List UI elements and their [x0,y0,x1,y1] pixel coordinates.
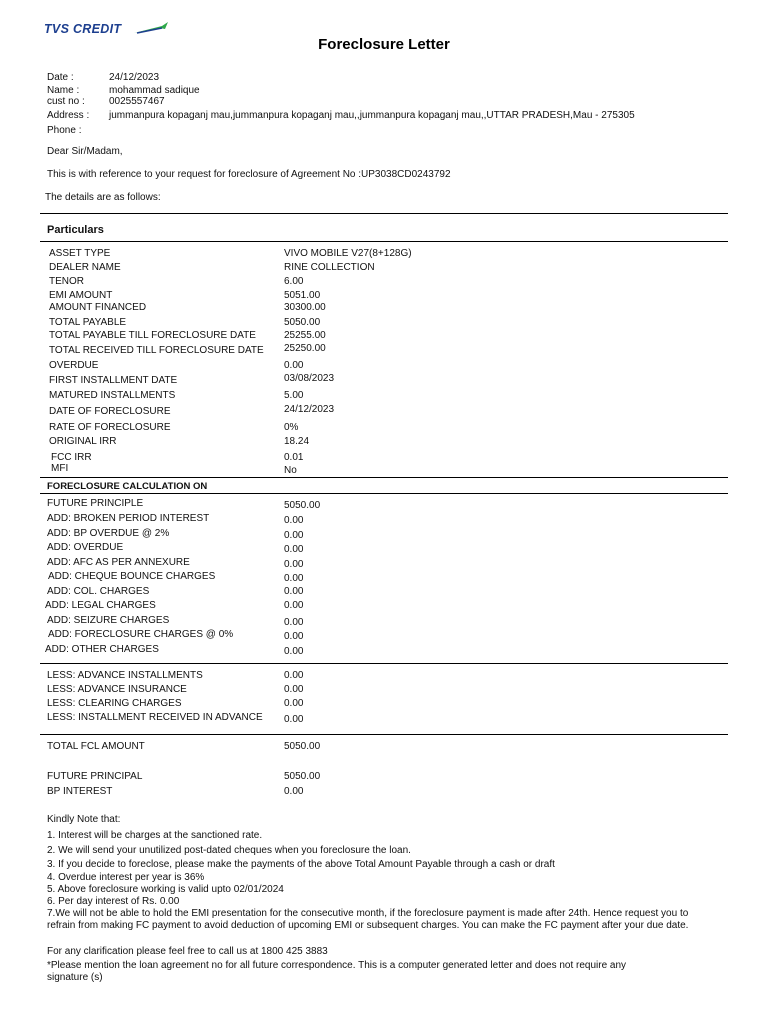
row-value: 0.00 [284,631,304,642]
row-value: 0.00 [284,530,304,541]
note-item: 2. We will send your unutilized post-dated cheques when you foreclosure the loan. [47,845,411,856]
row-label: FUTURE PRINCIPAL [47,771,143,782]
note-item: 1. Interest will be charges at the sanctioned rate. [47,830,263,841]
note-item: 4. Overdue interest per year is 36% [47,872,205,883]
row-value: 0.00 [284,586,304,597]
row-value: 0.00 [284,670,304,681]
name-value: mohammad sadique [109,85,200,96]
divider [40,241,728,242]
row-label: ORIGINAL IRR [49,436,117,447]
row-label: ADD: COL. CHARGES [47,586,150,597]
row-label: ADD: BP OVERDUE @ 2% [47,528,170,539]
row-label: TOTAL PAYABLE [49,317,127,328]
row-value: RINE COLLECTION [284,262,375,273]
row-label: ADD: SEIZURE CHARGES [47,615,170,626]
row-value: 5050.00 [284,500,321,511]
name-label: Name : [47,85,80,96]
reference-text: This is with reference to your request for foreclosure of Agreement No :UP3038CD0243792 [47,169,451,180]
row-value: 0.00 [284,600,304,611]
total-fcl-value: 5050.00 [284,741,321,752]
row-label: FCC IRR [51,452,92,463]
contact-text: For any clarification please feel free to call us at 1800 425 3883 [47,946,328,957]
divider [40,663,728,664]
row-label: TOTAL PAYABLE TILL FORECLOSURE DATE [49,330,256,341]
row-label: FIRST INSTALLMENT DATE [49,375,178,386]
row-value: 5050.00 [284,771,321,782]
row-label: ADD: OTHER CHARGES [45,644,159,655]
divider [40,734,728,735]
row-value: 6.00 [284,276,304,287]
row-label: ADD: CHEQUE BOUNCE CHARGES [48,571,216,582]
row-value: 0.01 [284,452,304,463]
page-title: Foreclosure Letter [318,36,450,53]
details-intro: The details are as follows: [45,192,161,203]
row-label: EMI AMOUNT [49,290,113,301]
row-value: 5051.00 [284,290,321,301]
row-value: 25250.00 [284,343,326,354]
row-label: AMOUNT FINANCED [49,302,147,313]
row-label: DEALER NAME [49,262,121,273]
row-label: FUTURE PRINCIPLE [47,498,144,509]
salutation: Dear Sir/Madam, [47,146,123,157]
footer-text: *Please mention the loan agreement no for all future correspondence. This is a computer generated letter and does not require any signature (s) [47,960,627,983]
row-label: LESS: INSTALLMENT RECEIVED IN ADVANCE [47,712,263,723]
date-value: 24/12/2023 [109,72,160,83]
phone-label: Phone : [47,125,82,136]
row-value: 0.00 [284,544,304,555]
row-value: 0.00 [284,617,304,628]
row-value: 25255.00 [284,330,326,341]
note-item: 6. Per day interest of Rs. 0.00 [47,896,180,907]
address-label: Address : [47,110,90,121]
row-label: ADD: OVERDUE [47,542,124,553]
row-label: ADD: BROKEN PERIOD INTEREST [47,513,210,524]
row-label: RATE OF FORECLOSURE [49,422,171,433]
address-value: jummanpura kopaganj mau,jummanpura kopaganj mau,,jummanpura kopaganj mau,,UTTAR PRADESH,Mau - 275305 [109,110,635,121]
divider [40,213,728,214]
row-label: OVERDUE [49,360,99,371]
row-label: LESS: CLEARING CHARGES [47,698,182,709]
row-value: 0.00 [284,786,304,797]
divider [40,493,728,494]
row-label: ASSET TYPE [49,248,111,259]
calculation-heading: FORECLOSURE CALCULATION ON [47,481,208,492]
row-value: 0% [284,422,299,433]
row-value: 0.00 [284,360,304,371]
note-item: 7.We will not be able to hold the EMI presentation for the consecutive month, if the foreclosure payment is made after 24th. Hence request you to refrain from making FC payment to avoid deduction of upcoming EMI or subsequent charges. You can make the FC payment after your due date. [47,908,689,931]
note-item: 3. If you decide to foreclose, please make the payments of the above Total Amount Payable through a cash or draft [47,859,555,870]
cust-no-value: 0025557467 [109,96,165,107]
row-label: TOTAL RECEIVED TILL FORECLOSURE DATE [49,345,264,356]
note-item: 5. Above foreclosure working is valid upto 02/01/2024 [47,884,284,895]
cust-no-label: cust no : [47,96,85,107]
row-value: 0.00 [284,684,304,695]
total-fcl-label: TOTAL FCL AMOUNT [47,741,145,752]
row-value: 03/08/2023 [284,373,335,384]
row-value: 0.00 [284,559,304,570]
row-label: TENOR [49,276,84,287]
row-value: 0.00 [284,714,304,725]
row-value: VIVO MOBILE V27(8+128G) [284,248,412,259]
particulars-heading: Particulars [47,224,104,236]
row-value: 24/12/2023 [284,404,335,415]
row-value: 0.00 [284,646,304,657]
row-value: 5.00 [284,390,304,401]
row-label: ADD: LEGAL CHARGES [45,600,156,611]
row-label: BP INTEREST [47,786,113,797]
row-value: 0.00 [284,515,304,526]
row-label: MFI [51,463,69,474]
row-label: ADD: AFC AS PER ANNEXURE [47,557,190,568]
divider [40,477,728,478]
date-label: Date : [47,72,74,83]
logo-swoosh-icon [132,20,172,36]
row-value: 0.00 [284,573,304,584]
row-value: 5050.00 [284,317,321,328]
row-label: ADD: FORECLOSURE CHARGES @ 0% [48,629,234,640]
row-value: 0.00 [284,698,304,709]
row-label: LESS: ADVANCE INSTALLMENTS [47,670,203,681]
brand-name: TVS CREDIT [44,22,122,36]
row-value: 18.24 [284,436,310,447]
row-label: LESS: ADVANCE INSURANCE [47,684,187,695]
row-label: DATE OF FORECLOSURE [49,406,171,417]
row-value: No [284,465,297,476]
notes-heading: Kindly Note that: [47,814,121,825]
row-label: MATURED INSTALLMENTS [49,390,176,401]
row-value: 30300.00 [284,302,326,313]
